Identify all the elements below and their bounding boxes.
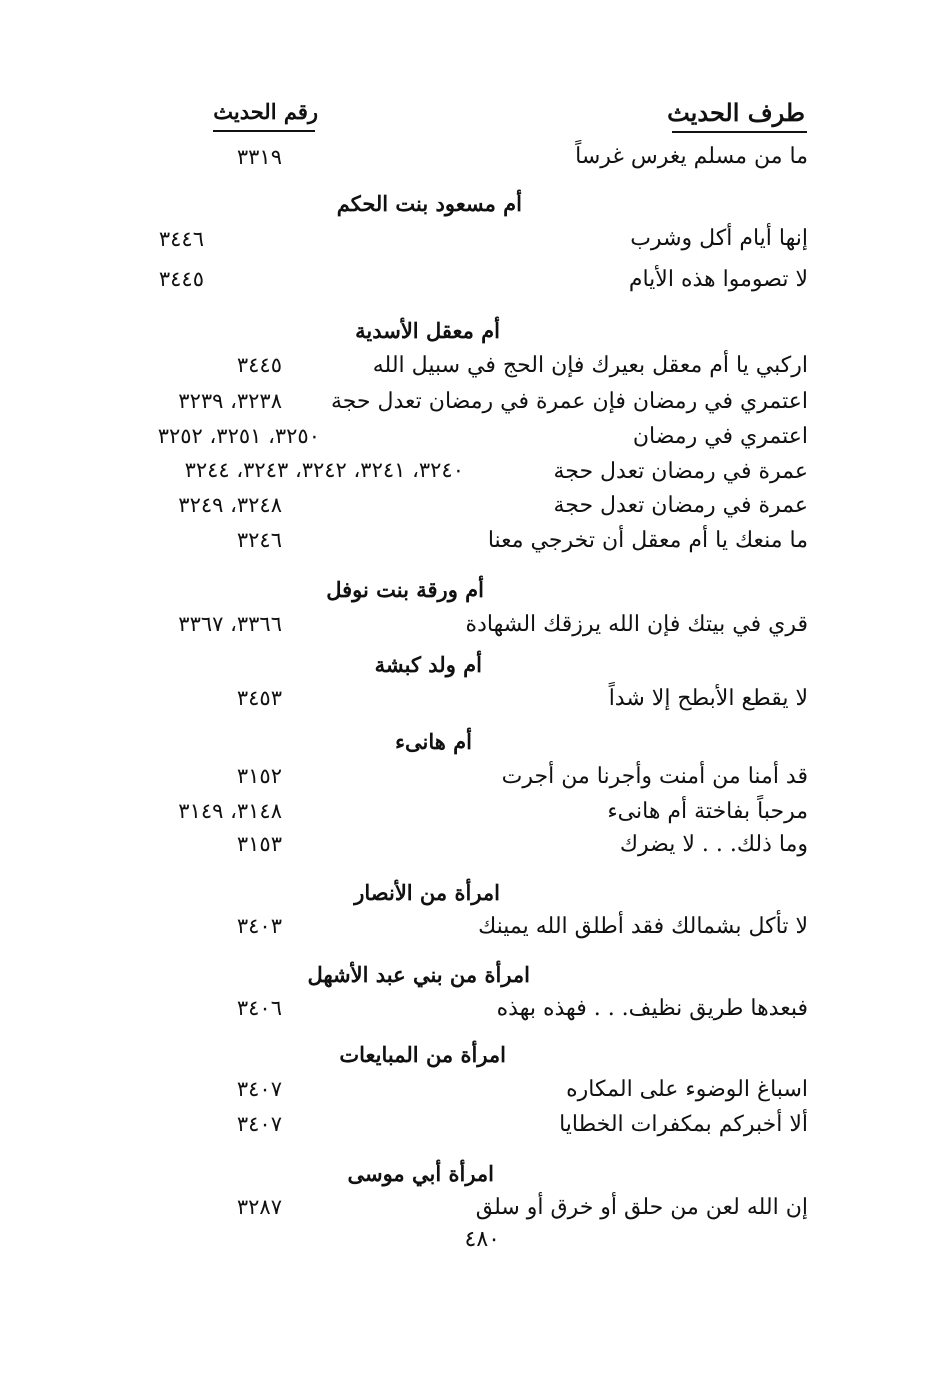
narrator-heading: أم ولد كبشة xyxy=(374,652,482,677)
hadith-text: وما ذلك. . . لا يضرك xyxy=(619,832,808,857)
narrator-heading: امرأة أبي موسى xyxy=(347,1161,494,1186)
hadith-text: قد أمنا من أمنت وأجرنا من أجرت xyxy=(501,764,808,789)
hadith-number: ٣٢٣٨، ٣٢٣٩ xyxy=(178,389,282,413)
hadith-text: لا يقطع الأبطح إلا شداً xyxy=(608,686,808,711)
hadith-number: ٣٣١٩ xyxy=(236,145,282,169)
narrator-heading: امرأة من الأنصار xyxy=(354,880,500,905)
hadith-number: ٣١٥٣ xyxy=(236,832,282,856)
hadith-text: عمرة في رمضان تعدل حجة xyxy=(553,493,808,518)
hadith-number: ٣٤٤٥ xyxy=(158,267,204,291)
hadith-number: ٣٢٤٨، ٣٢٤٩ xyxy=(178,493,282,517)
hadith-text: قري في بيتك فإن الله يرزقك الشهادة xyxy=(465,612,808,637)
hadith-number: ٣٤٥٣ xyxy=(236,686,282,710)
hadith-number: ٣٤٠٧ xyxy=(236,1077,282,1101)
hadith-number: ٣٢٤٦ xyxy=(236,528,282,552)
narrator-heading: امرأة من بني عبد الأشهل xyxy=(307,962,530,987)
hadith-text: لا تأكل بشمالك فقد أطلق الله يمينك xyxy=(478,914,808,939)
hadith-text: اعتمري في رمضان فإن عمرة في رمضان تعدل حجة xyxy=(330,389,808,414)
hadith-number: ٣١٥٢ xyxy=(236,764,282,788)
hadith-number: ٣٤٠٧ xyxy=(236,1112,282,1136)
hadith-number: ٣٢٥٠، ٣٢٥١، ٣٢٥٢ xyxy=(157,424,320,448)
text-column-header: طرف الحديث xyxy=(667,98,805,127)
hadith-text: عمرة في رمضان تعدل حجة xyxy=(553,459,808,484)
hadith-number: ٣٤٤٥ xyxy=(236,353,282,377)
narrator-heading: أم معقل الأسدية xyxy=(355,318,500,343)
hadith-text: فبعدها طريق نظيف. . . فهذه بهذه xyxy=(496,996,808,1021)
hadith-number: ٣٤٠٣ xyxy=(236,914,282,938)
hadith-text: ما من مسلم يغرس غرساً xyxy=(575,144,808,169)
number-column-header: رقم الحديث xyxy=(213,99,318,124)
narrator-heading: أم ورقة بنت نوفل xyxy=(326,577,484,602)
hadith-text: ألا أخبركم بمكفرات الخطايا xyxy=(559,1112,808,1137)
number-column-underline xyxy=(213,130,315,132)
page-number: ٤٨٠ xyxy=(464,1227,500,1252)
text-column-underline xyxy=(672,131,807,133)
hadith-number: ٣٤٠٦ xyxy=(236,996,282,1020)
hadith-text: اعتمري في رمضان xyxy=(632,424,808,449)
narrator-heading: أم مسعود بنت الحكم xyxy=(336,191,522,216)
hadith-number: ٣٢٤٠، ٣٢٤١، ٣٢٤٢، ٣٢٤٣، ٣٢٤٤ xyxy=(184,458,464,482)
hadith-number: ٣٢٨٧ xyxy=(236,1195,282,1219)
narrator-heading: امرأة من المبايعات xyxy=(339,1042,506,1067)
hadith-text: اركبي يا أم معقل بعيرك فإن الحج في سبيل الله xyxy=(372,353,808,378)
hadith-number: ٣٤٤٦ xyxy=(158,227,204,251)
hadith-number: ٣٣٦٦، ٣٣٦٧ xyxy=(178,612,282,636)
hadith-text: إنها أيام أكل وشرب xyxy=(630,226,808,251)
hadith-number: ٣١٤٨، ٣١٤٩ xyxy=(178,799,282,823)
hadith-text: إن الله لعن من حلق أو خرق أو سلق xyxy=(475,1195,808,1220)
narrator-heading: أم هانىء xyxy=(395,729,472,754)
hadith-text: لا تصوموا هذه الأيام xyxy=(628,267,808,292)
hadith-text: مرحباً بفاختة أم هانىء xyxy=(607,799,808,824)
hadith-text: ما منعك يا أم معقل أن تخرجي معنا xyxy=(487,528,808,553)
hadith-text: اسباغ الوضوء على المكاره xyxy=(566,1077,808,1102)
